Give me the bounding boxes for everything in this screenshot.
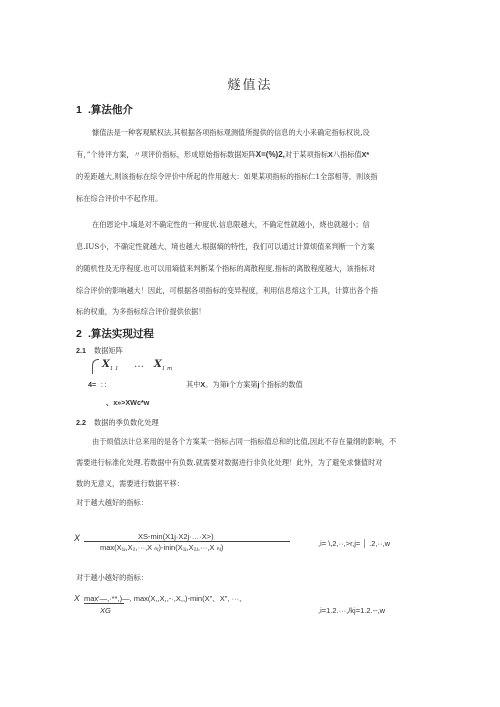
math-symbol: X* xyxy=(361,150,370,159)
paragraph-line: 数的无意义，需要进行数据平移： xyxy=(76,479,184,488)
section-number: 1 xyxy=(76,104,82,116)
negative-indicator-label: 对于越小越好的指标： xyxy=(76,573,148,582)
math-symbol: X xyxy=(328,150,333,159)
paragraph-line: 息.IUS小，不确定性就越大，境也越大.根据熵的特性，我们可以通过计算烦值来判断一个方案 xyxy=(76,242,375,251)
matrix-lhs: 4= ：： xyxy=(88,380,111,389)
section-heading-2 xyxy=(76,326,154,341)
matrix-ellipsis: … xyxy=(134,359,144,370)
formula-denominator: max(X₁ⱼ,X₂,···,X ₙⱼ)-inin(X₁ⱼ,X₂ⱼ,···,X ₙⱼ) xyxy=(100,543,224,552)
subsection-title: 数据的季负数化处理 xyxy=(94,418,159,427)
formula-lhs: X xyxy=(74,593,80,603)
positive-indicator-label: 对于越大越好的指标： xyxy=(76,498,148,507)
matrix-description: 其中X。为第i个方案第j个指标的数值 xyxy=(186,380,303,389)
page-title: 燧值法 xyxy=(227,78,273,93)
paragraph-line: 需要进行标准化处理.若数据中有负数.就需要对数据进行非负化处理！此外，为了避免求慷值时对 xyxy=(76,458,383,467)
matrix-bracket xyxy=(92,359,99,374)
paragraph-line: 综合评价的影响越大！因此，可根据各项指标的变异程度，利用信息熔这个工具，计算出各个指 xyxy=(76,286,378,295)
fraction-bar xyxy=(84,603,124,604)
paragraph-line: 的随机性及无序程度.也可以用墒值来判断某个指标的离散程度,指标的离散程度越大，该指标对 xyxy=(76,264,376,273)
formula-numerator: max'—,·**,)—, max(X,,X,,-·,X,,)-min(X"、X", ···、 xyxy=(84,594,247,603)
paragraph-line: 在伯恩论中.墒是对不确定性的一种度状.信息限越大，不确定性就越小，烧也就越小；信 xyxy=(92,220,370,229)
formula-range: ,i=1.2.···,/kj=1.2.--,w xyxy=(318,606,386,615)
paragraph-line: 的差距越大,则该指标在综令评价中所起的作用越大：如果某项指标的指标仁1全部相等，则该指 xyxy=(76,172,378,181)
formula-range: ,i= \,2,··,>r,j= │ .2,··,w xyxy=(318,539,390,548)
subsection-number: 2.2 xyxy=(76,418,86,427)
subsection-number: 2.1 xyxy=(76,346,86,355)
section-title: .算法他介 xyxy=(88,104,133,116)
formula-lhs: X xyxy=(74,533,81,543)
matrix-formula: X=(%)2, xyxy=(255,150,285,159)
subsection-title: 数据矩阵 xyxy=(94,346,123,355)
paragraph-line: 标在综合评价中不起作用。 xyxy=(76,194,163,203)
subsection-heading xyxy=(76,418,159,428)
paragraph-line: 慷值法是一种客观赋权法,其根据各项指标观测值所提供的信息的大小来确定指标权说,设 xyxy=(92,128,370,137)
paragraph-line: 由于烦值法计总来用的是各个方案某一指标占同一指标值总和的比值,因此不存在量纲的影响，不 xyxy=(92,437,397,446)
matrix-element-x11: $X_{1 1}$ xyxy=(102,359,119,372)
paragraph-line: 标的权重，为多指标综合评价提供依据！ xyxy=(76,307,206,316)
fraction-bar xyxy=(100,541,290,542)
section-title: .算法实现过程 xyxy=(88,328,154,340)
matrix-last-row: 、x»>XWc*w xyxy=(106,398,150,407)
section-heading-1 xyxy=(76,102,133,117)
formula-numerator: XS-min(X1j·X2j·…·X>) xyxy=(138,532,214,541)
paragraph-text: 八指标值 xyxy=(332,150,362,159)
section-number: 2 xyxy=(76,328,82,340)
paragraph-text: 有，”个待评方案，〃项评价指标，形成原始指标数据矩阵 xyxy=(76,150,256,159)
matrix-element-x1m: $X_{1 m}$ xyxy=(154,359,173,372)
paragraph-line xyxy=(76,150,369,160)
subsection-heading xyxy=(76,346,123,356)
paragraph-text: 对于某项指标 xyxy=(284,150,329,159)
formula-denominator: XG xyxy=(100,606,111,615)
